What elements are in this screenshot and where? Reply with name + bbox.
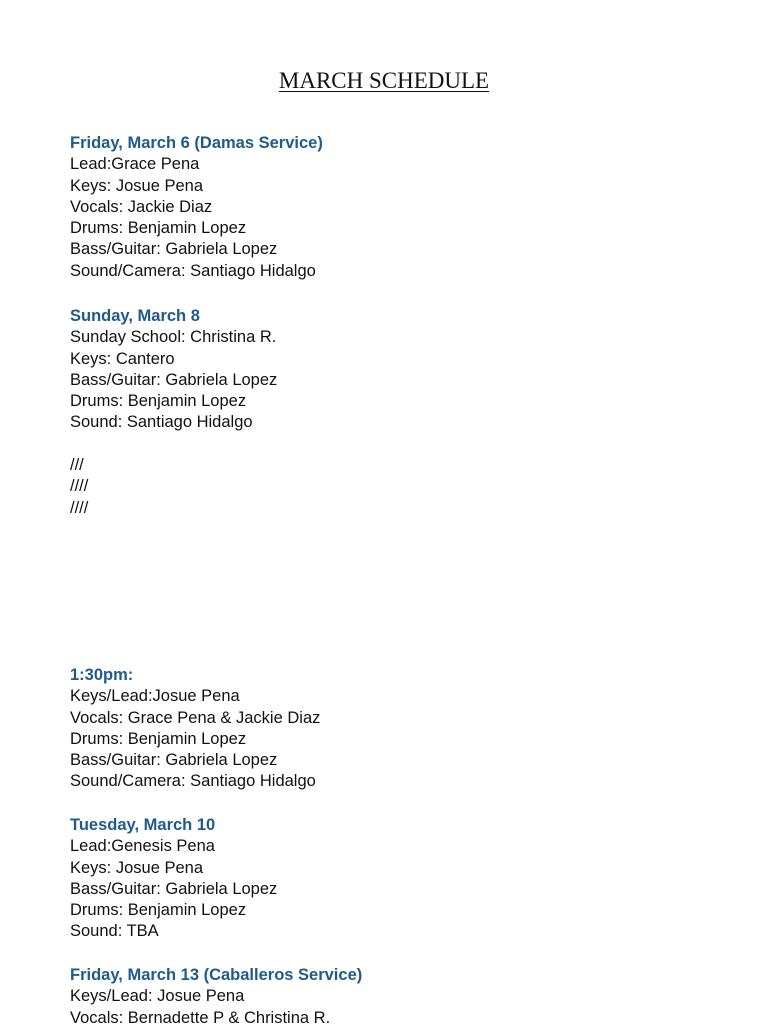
role-line: Lead:Grace Pena	[70, 155, 200, 174]
role-line: Bass/Guitar: Gabriela Lopez	[70, 370, 278, 389]
role-line: Keys/Lead:Josue Pena	[70, 687, 240, 706]
role-line: Vocals: Grace Pena & Jackie Diaz	[70, 708, 321, 727]
role-line: Lead:Genesis Pena	[70, 837, 215, 856]
role-line: Sound/Camera: Santiago Hidalgo	[70, 772, 316, 791]
section-heading: Friday, March 6 (Damas Service)	[70, 134, 323, 152]
schedule-section-1-30pm	[70, 665, 320, 793]
role-line: Keys/Lead: Josue Pena	[70, 987, 245, 1006]
role-line: Sunday School: Christina R.	[70, 328, 277, 347]
slash-line: ///	[70, 456, 84, 474]
role-line: Sound: TBA	[70, 922, 159, 941]
schedule-section-tuesday-march-10	[70, 815, 277, 943]
role-line: Bass/Guitar: Gabriela Lopez	[70, 879, 278, 898]
role-line: Bass/Guitar: Gabriela Lopez	[70, 751, 278, 770]
slash-line: ////	[70, 477, 89, 496]
role-line: Sound/Camera: Santiago Hidalgo	[70, 261, 316, 280]
role-line: Keys: Josue Pena	[70, 858, 203, 877]
role-line: Drums: Benjamin Lopez	[70, 219, 247, 238]
role-line: Vocals: Bernadette P & Christina R.	[70, 1008, 331, 1027]
role-line: Drums: Benjamin Lopez	[70, 729, 247, 748]
slash-separator-block	[70, 455, 88, 519]
role-line: Drums: Benjamin Lopez	[70, 901, 247, 920]
section-heading: Friday, March 13 (Caballeros Service)	[70, 966, 363, 984]
section-heading: Tuesday, March 10	[70, 816, 216, 834]
slash-line: ////	[70, 498, 89, 517]
schedule-section-friday-march-6	[70, 133, 323, 282]
role-line: Drums: Benjamin Lopez	[70, 392, 247, 411]
role-line: Sound: Santiago Hidalgo	[70, 413, 253, 432]
section-heading: 1:30pm:	[70, 666, 134, 684]
section-heading: Sunday, March 8	[70, 307, 200, 325]
schedule-section-sunday-march-8	[70, 306, 277, 434]
schedule-section-friday-march-13	[70, 965, 362, 1029]
role-line: Vocals: Jackie Diaz	[70, 197, 213, 216]
role-line: Keys: Cantero	[70, 349, 175, 368]
page-title: MARCH SCHEDULE	[278, 68, 490, 93]
role-line: Keys: Josue Pena	[70, 176, 203, 195]
role-line: Bass/Guitar: Gabriela Lopez	[70, 240, 278, 259]
